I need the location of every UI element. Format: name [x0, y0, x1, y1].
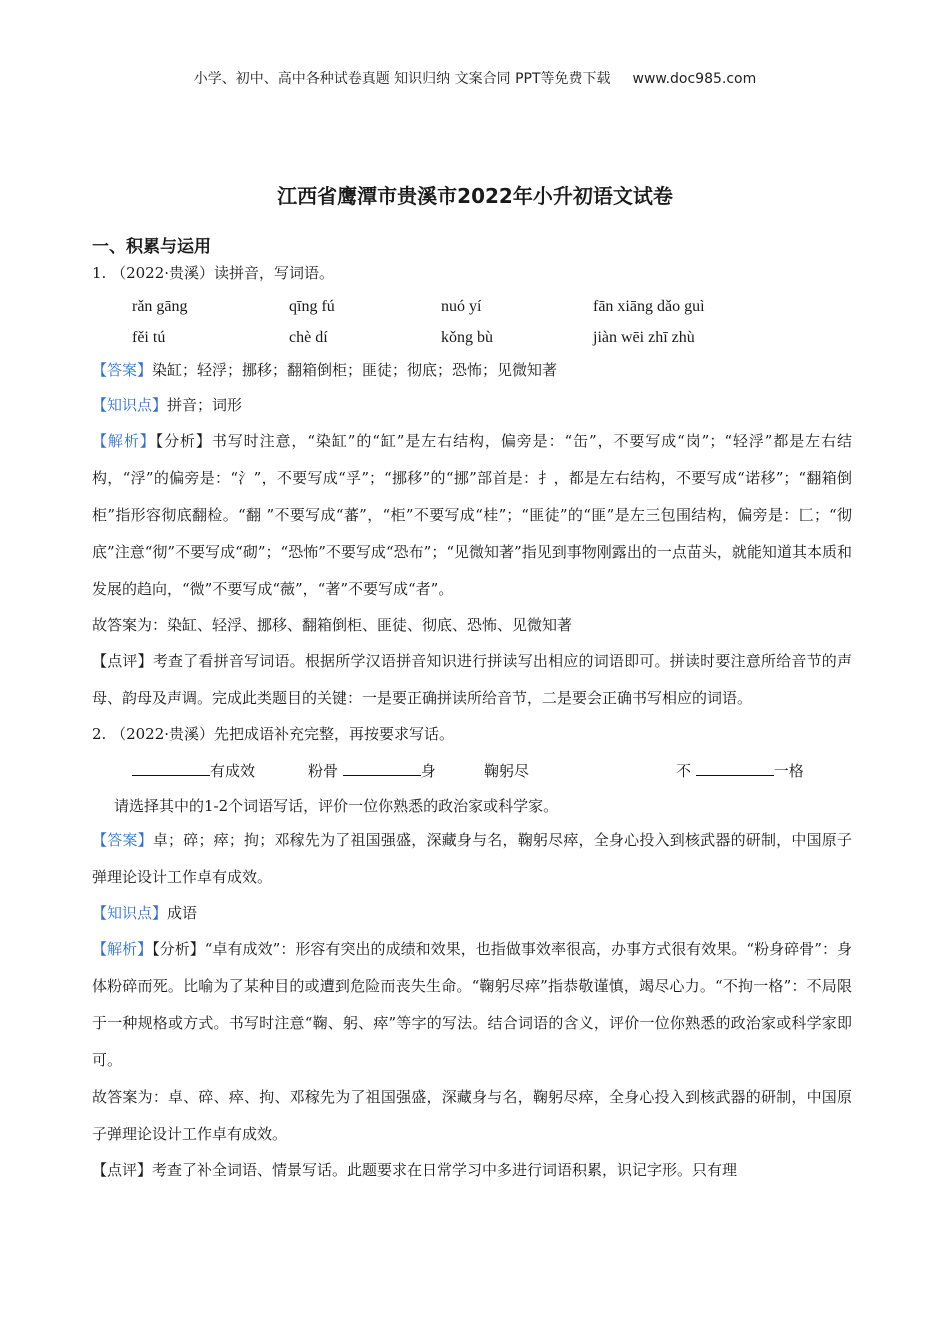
q1-pinyin-row-1	[92, 291, 852, 322]
answer-tag: 【答案】	[92, 831, 153, 849]
q1-answer	[92, 353, 852, 388]
pinyin-item: fěi tú	[132, 329, 166, 346]
knowledge-tag: 【知识点】	[92, 396, 168, 414]
q2-instruction: 请选择其中的1-2个词语写话，评价一位你熟悉的政治家或科学家。	[114, 797, 559, 815]
knowledge-text: 拼音；词形	[167, 396, 243, 414]
page-title: 江西省鹰潭市贵溪市2022年小升初语文试卷	[277, 184, 673, 208]
pinyin-item: kǒng bù	[441, 329, 493, 346]
analysis-tag: 【解析】	[92, 940, 153, 958]
q2-comment: 【点评】考查了补全词语、情景写话。此题要求在日常学习中多进行词语积累，识记字形。只有理	[92, 1161, 738, 1179]
idiom-3: 鞠躬尽	[484, 762, 530, 780]
pinyin-item: fān xiāng dǎo guì	[593, 298, 705, 315]
answer-text: 染缸；轻浮；挪移；翻箱倒柜；匪徒；彻底；恐怖；见微知著	[152, 361, 558, 379]
q1-pinyin-row-2	[92, 322, 852, 353]
q1-comment: 【点评】考查了看拼音写词语。根据所学汉语拼音知识进行拼读写出相应的词语即可。拼读时要注意所给音节的声母、韵母及声调。完成此类题目的关键：一是要正确拼读所给音节，二是要会正确书写相应的词语。	[92, 652, 852, 707]
q1-stem: 1. （2022·贵溪）读拼音，写词语。	[92, 264, 335, 282]
header-text: 小学、初中、高中各种试卷真题 知识归纳 文案合同 PPT等免费下载	[193, 71, 611, 87]
analysis-tag: 【解析】	[92, 432, 156, 450]
answer-blank[interactable]	[696, 757, 774, 776]
analysis-text: 【分析】书写时注意，“染缸”的“缸”是左右结构，偏旁是：“缶”，不要写成“岗”；“轻浮”都是左右结构，“浮”的偏旁是：“氵”，不要写成“孚”；“挪移”的“挪”部首是：扌，都是左右结构，不要写成“诺移”；“翻箱倒柜”指形容彻底翻检。“翻 ”不要写成“蕃”，“柜”不要写成“桂”；“匪徒”的“匪”是左三包围结构，偏旁是：匚；“彻底”注意“彻”不要写成“砌”；“恐怖”不要写成“恐布”；“见微知著”指见到事物刚露出的一点苗头，就能知道其本质和发展的趋向，“微”不要写成“薇”，“著”不要写成“者”。	[92, 432, 852, 598]
knowledge-tag: 【知识点】	[92, 904, 168, 922]
pinyin-item: nuó yí	[441, 298, 482, 315]
pinyin-item: qīng fú	[289, 298, 335, 315]
document-body	[92, 256, 852, 1188]
page-header	[0, 68, 950, 88]
q2-analysis	[92, 931, 852, 1079]
section-heading: 一、积累与运用	[92, 237, 211, 257]
q1-analysis	[92, 423, 852, 608]
idiom-1: 有成效	[132, 752, 308, 790]
pinyin-item: rǎn gāng	[132, 298, 188, 315]
q2-idiom-row	[92, 752, 852, 790]
answer-blank[interactable]	[132, 757, 210, 776]
q1-knowledge	[92, 388, 852, 423]
q1-conclusion: 故答案为：染缸、轻浮、挪移、翻箱倒柜、匪徒、彻底、恐怖、见微知著	[92, 616, 573, 634]
q2-conclusion: 故答案为：卓、碎、瘁、拘、邓稼先为了祖国强盛，深藏身与名，鞠躬尽瘁，全身心投入到核武器的研制，中国原子弹理论设计工作卓有成效。	[92, 1088, 852, 1143]
q2-knowledge	[92, 896, 852, 931]
idiom-2: 粉骨 身	[308, 752, 484, 790]
pinyin-item: chè dí	[289, 329, 328, 346]
knowledge-text: 成语	[167, 904, 198, 922]
analysis-text: 【分析】“卓有成效”：形容有突出的成绩和效果，也指做事效率很高，办事方式很有效果。“粉身碎骨”：身体粉碎而死。比喻为了某种目的或遭到危险而丧失生命。“鞠躬尽瘁”指恭敬谨慎，竭尽心力。“不拘一格”：不局限于一种规格或方式。书写时注意“鞠、躬、瘁”等字的写法。结合词语的含义，评价一位你熟悉的政治家或科学家即可。	[92, 940, 852, 1069]
idiom-4: 不 一格	[676, 752, 804, 790]
pinyin-item: jiàn wēi zhī zhù	[593, 329, 695, 346]
header-site-link[interactable]: www.doc985.com	[632, 71, 757, 87]
answer-blank[interactable]	[343, 757, 421, 776]
answer-tag: 【答案】	[92, 361, 153, 379]
answer-text: 卓；碎；瘁；拘；邓稼先为了祖国强盛，深藏身与名，鞠躬尽瘁，全身心投入到核武器的研制，中国原子弹理论设计工作卓有成效。	[92, 831, 852, 886]
q2-stem: 2. （2022·贵溪）先把成语补充完整，再按要求写话。	[92, 725, 455, 743]
q2-answer	[92, 822, 852, 896]
